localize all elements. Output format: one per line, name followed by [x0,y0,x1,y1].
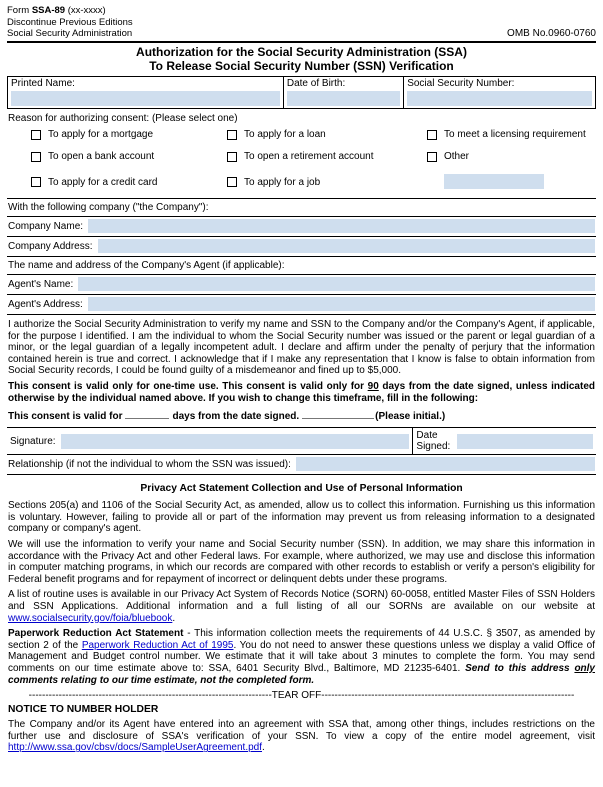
omb-number: OMB No.0960-0760 [507,27,596,39]
pra-lead: Paperwork Reduction Act Statement [8,628,184,640]
reason-option-job[interactable] [227,173,427,191]
dob-input[interactable] [287,91,400,106]
form-suffix: (xx-xxxx) [65,5,106,16]
agent-intro: The name and address of the Company's Agent (if applicable): [7,257,596,275]
pra-emphasis-1: Send to this address [465,662,575,674]
ssn-cell [404,77,595,108]
agent-address-label: Agent's Address: [8,298,83,310]
sample-agreement-link[interactable]: http://www.ssa.gov/cbsv/docs/SampleUserAgreement.pdf [8,742,263,754]
reason-option-retirement-account[interactable] [227,151,427,162]
form-header-left [7,5,133,40]
reason-prompt: Reason for authorizing consent: (Please select one) [8,113,238,125]
ssn-label: Social Security Number: [407,78,515,90]
dob-cell [284,77,404,108]
identity-table [7,76,596,109]
fill-tail: (Please initial.) [375,411,446,423]
notice-heading: NOTICE TO NUMBER HOLDER [8,704,159,716]
checkbox-label: To open a retirement account [244,151,374,163]
other-reason-input[interactable] [444,174,544,189]
reason-checkbox-grid [7,126,596,198]
tear-dashes-right: ---------------------------------------------------------------------------- [321,690,575,702]
form-title-line2: To Release Social Security Number (SSN) Verification [149,58,454,73]
checkbox-licensing[interactable] [427,130,437,140]
checkbox-bank-account[interactable] [31,152,41,162]
fill-mid: days from the date signed. [172,411,300,423]
consent-statement [8,381,595,404]
fill-lead: This consent is valid for [8,411,123,423]
notice-period: . [262,742,265,754]
checkbox-label: To apply for a mortgage [48,129,154,141]
company-name-row [7,217,596,237]
checkbox-label: To apply for a credit card [48,176,158,188]
form-title-line1: Authorization for the Social Security Administration (SSA) [136,44,467,59]
agency-name: Social Security Administration [7,28,133,40]
signature-cell [7,428,413,454]
days-valid-blank[interactable] [125,408,169,419]
printed-name-label: Printed Name: [11,78,75,90]
tear-off-line [7,690,596,701]
relationship-input[interactable] [296,457,595,471]
pra-text-1: - This information collection meets the requirements of 44 U.S.C. § 3507, as amended by section 2 of the [8,628,595,651]
signature-input[interactable] [61,434,410,449]
company-intro: With the following company ("the Company"): [7,199,596,217]
checkbox-job[interactable] [227,177,237,187]
relationship-row [7,455,596,475]
ssn-input[interactable] [407,91,592,106]
pra-emphasis-2: comments relating to our time estimate, not the completed form. [8,674,315,686]
date-signed-input[interactable] [457,434,593,449]
date-signed-cell [413,428,596,454]
checkbox-label: To apply for a job [244,176,321,188]
reason-option-licensing[interactable] [427,129,596,140]
checkbox-loan[interactable] [227,130,237,140]
authorization-statement: I authorize the Social Security Administration to verify my name and SSN to the Company and/or the Company's Agent, if applicable, for the purpose I identified. I am the individual to whom the Social Security number was issued or the parent or legal guardian of a minor, or the legal guardian of a legally incompetent adult. I declare and affirm under the penalty of perjury that the information contained herein is true and correct. I acknowledge that if I make any representation that I know is false to obtain information from Social Security records, I could be found guilty of a misdemeanor and fined up to $5,000. [8,319,595,377]
checkbox-mortgage[interactable] [31,130,41,140]
form-number-line [7,5,133,17]
paperwork-reduction-statement [8,628,595,686]
form-title [7,43,596,76]
bluebook-link[interactable]: www.socialsecurity.gov/foia/bluebook [8,612,173,624]
reason-option-loan[interactable] [227,129,427,140]
initials-blank[interactable] [302,408,374,419]
signature-row [7,427,596,455]
notice-paragraph [8,719,595,754]
privacy-paragraph-1: Sections 205(a) and 1106 of the Social Security Act, as amended, allow us to collect this information. Furnishing us this information is voluntary. However, failing to provide all or part of the information may prevent us from releasing information to a designated company or company's agent. [8,500,595,535]
consent-days-value: 90 [367,381,379,393]
privacy-p3-period: . [172,612,176,624]
company-address-row [7,237,596,257]
printed-name-cell [8,77,284,108]
company-section [7,198,596,315]
date-signed-label: Date Signed: [416,430,451,453]
privacy-paragraph-3 [8,589,595,624]
reason-option-other[interactable] [427,151,596,162]
checkbox-label: To meet a licensing requirement [444,129,586,141]
agent-name-row [7,275,596,295]
checkbox-label: To open a bank account [48,151,155,163]
agent-address-row [7,295,596,315]
form-prefix: Form [7,5,32,16]
tear-off-label: TEAR OFF [271,690,322,702]
checkbox-label: To apply for a loan [244,129,326,141]
privacy-act-heading: Privacy Act Statement Collection and Use of Personal Information [140,483,463,495]
pra-text-2: . You do not need to answer these questions unless we display a valid Office of Management and Budget control number. We estimate that it will take about 3 minutes to complete the form. You may send comments on our time estimate above to: SSA, 6401 Security Blvd., Baltimore, MD 21235-6401. [8,639,595,674]
agent-name-input[interactable] [78,277,595,291]
tear-dashes-left: ------------------------------------------------------------------------- [28,690,272,702]
privacy-p3-text: A list of routine uses is available in our Privacy Act System of Records Notice (SORN) 60-0058, entitled Master Files of SSN Holders and SSN Applications. Additional information and a full listing of all our SORNs are available on our website at [8,589,595,612]
other-reason-cell [427,173,596,191]
relationship-label: Relationship (if not the individual to whom the SSN was issued): [8,458,291,470]
privacy-paragraph-2: We will use the information to verify your name and Social Security number (SSN). In addition, we may share this information in accordance with the Privacy Act and other Federal laws. For example, where authorized, we may use and disclose this information in computer matching programs, in which our records are compared with other records to establish or verify a person's eligibility for Federal benefit programs and for repayment of incorrect or delinquent debts under these programs. [8,538,595,585]
notice-text: The Company and/or its Agent have entered into an agreement with SSA that, among other things, includes restrictions on the further use and disclosure of SSA's verification of your SSN. To view a copy of the entire model agreement, visit [8,719,595,742]
signature-label: Signature: [10,435,56,447]
form-header [7,5,596,43]
consent-text-2: days from the date signed, unless indicated otherwise by the individual named above. If you wish to change this timeframe, fill in the following: [8,381,595,404]
checkbox-label: Other [444,151,470,163]
reason-option-mortgage[interactable] [31,129,227,140]
reason-option-bank-account[interactable] [31,151,227,162]
consent-text-1: This consent is valid only for one-time use. This consent is valid only for [8,381,368,393]
discontinue-note: Discontinue Previous Editions [7,16,133,28]
form-number: SSA-89 [31,5,66,16]
company-address-label: Company Address: [8,240,93,252]
dob-label: Date of Birth: [286,78,346,90]
printed-name-input[interactable] [11,91,280,106]
company-address-input[interactable] [98,239,596,253]
company-name-input[interactable] [88,219,595,233]
consent-fill-line [8,408,595,422]
agent-address-input[interactable] [88,297,595,311]
checkbox-retirement-account[interactable] [227,152,237,162]
checkbox-other[interactable] [427,152,437,162]
agent-name-label: Agent's Name: [8,278,74,290]
checkbox-credit-card[interactable] [31,177,41,187]
pra-emphasis-only: only [574,662,595,674]
company-name-label: Company Name: [8,220,84,232]
pra-act-link[interactable]: Paperwork Reduction Act of 1995 [81,639,234,651]
reason-option-credit-card[interactable] [31,173,227,191]
